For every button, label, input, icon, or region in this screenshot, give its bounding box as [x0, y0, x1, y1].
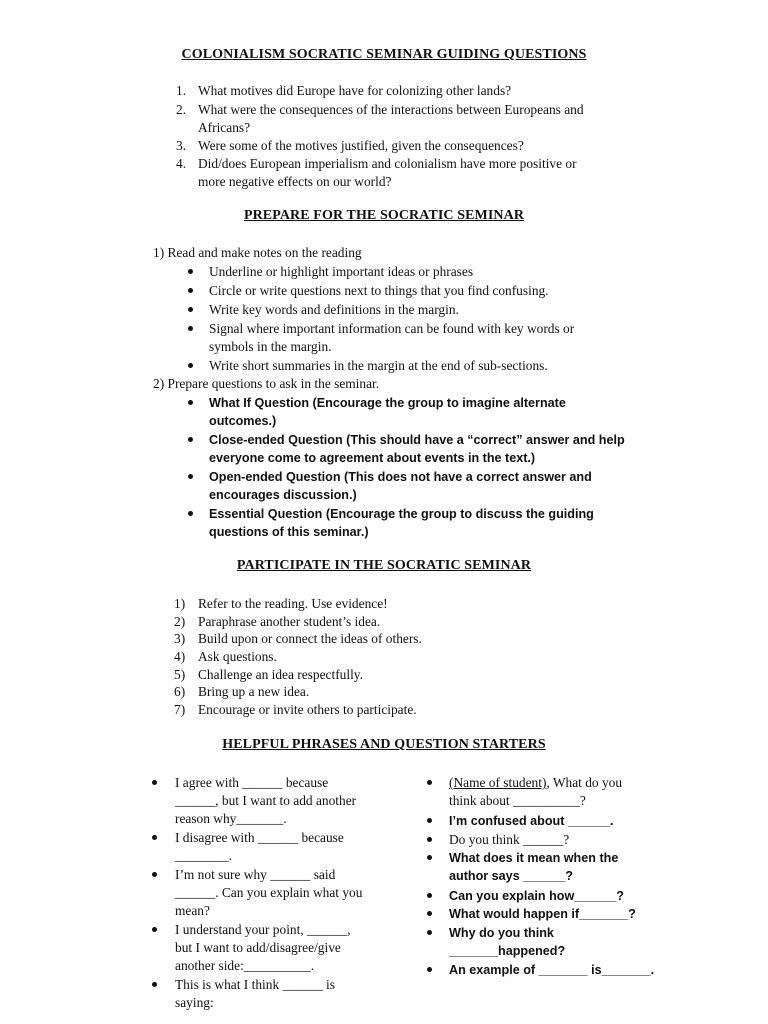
list-item: Challenge an idea respectfully.: [198, 667, 363, 682]
list-item-continuation: symbols in the margin.: [209, 339, 332, 354]
list-item: Write key words and definitions in the margin.: [209, 302, 459, 317]
heading-prepare: PREPARE FOR THE SOCRATIC SEMINAR: [243, 208, 525, 223]
prepare-step-1: 1) Read and make notes on the reading: [153, 245, 362, 260]
phrase-item: I disagree with ______ because: [175, 830, 344, 845]
phrase-item: An example of _______ is_______.: [449, 963, 655, 977]
phrase-item-continuation: ________.: [175, 848, 232, 863]
bullet-icon: [427, 818, 432, 823]
bullet-icon: [427, 837, 432, 842]
bullet-icon: [427, 855, 432, 860]
bullet-icon: [152, 780, 157, 785]
list-item-continuation: everyone come to agreement about events in the text.): [209, 451, 536, 465]
list-item-continuation: questions of this seminar.): [209, 525, 369, 539]
phrase-item: I understand your point, ______,: [175, 922, 351, 937]
bullet-icon: [188, 474, 193, 479]
bullet-icon: [188, 363, 193, 368]
bullet-icon: [152, 872, 157, 877]
list-item: What were the consequences of the interactions between Europeans and: [198, 102, 584, 117]
list-item: Were some of the motives justified, given the consequences?: [198, 138, 524, 153]
list-item-continuation: encourages discussion.): [209, 488, 357, 502]
list-item-number: 3): [174, 631, 186, 646]
heading-guiding-questions: COLONIALISM SOCRATIC SEMINAR GUIDING QUESTIONS: [181, 47, 587, 62]
list-item-continuation: more negative effects on our world?: [198, 174, 392, 189]
phrase-item: Why do you think: [449, 926, 554, 940]
bullet-icon: [427, 780, 432, 785]
phrase-item-continuation: but I want to add/disagree/give: [175, 940, 341, 955]
phrase-item: Do you think ______?: [449, 832, 570, 847]
phrase-text: , What do you: [546, 775, 623, 790]
phrase-item-continuation: _______happened?: [449, 944, 566, 958]
bullet-icon: [188, 288, 193, 293]
bullet-icon: [188, 400, 193, 405]
list-item-number: 7): [174, 702, 186, 717]
list-item: What If Question (Encourage the group to imagine alternate: [209, 396, 566, 410]
list-item: Refer to the reading. Use evidence!: [198, 596, 388, 611]
list-item-continuation: outcomes.): [209, 414, 277, 428]
bullet-icon: [188, 307, 193, 312]
list-item: Essential Question (Encourage the group to discuss the guiding: [209, 507, 594, 521]
list-item-continuation: Africans?: [198, 120, 251, 135]
bullet-icon: [188, 326, 193, 331]
phrase-item-continuation: mean?: [175, 903, 210, 918]
list-item: Paraphrase another student’s idea.: [198, 614, 381, 629]
phrase-item-continuation: think about __________?: [449, 793, 586, 808]
list-item: Write short summaries in the margin at the end of sub-sections.: [209, 358, 548, 373]
list-item: Did/does European imperialism and colonialism have more positive or: [198, 156, 577, 171]
list-item-number: 3.: [176, 138, 187, 153]
bullet-icon: [152, 982, 157, 987]
phrase-item-continuation: ______. Can you explain what you: [175, 885, 363, 900]
bullet-icon: [427, 911, 432, 916]
list-item-number: 6): [174, 684, 186, 699]
list-item-number: 1.: [176, 83, 187, 98]
list-item-number: 1): [174, 596, 186, 611]
list-item: Open-ended Question (This does not have a correct answer and: [209, 470, 592, 484]
phrase-item-continuation: reason why_______.: [175, 811, 287, 826]
list-item-number: 5): [174, 667, 186, 682]
list-item: Underline or highlight important ideas or phrases: [209, 264, 474, 279]
phrase-item: Can you explain how______?: [449, 889, 624, 903]
list-item: Encourage or invite others to participate.: [198, 702, 417, 717]
bullet-icon: [188, 269, 193, 274]
list-item: Circle or write questions next to things that you find confusing.: [209, 283, 549, 298]
list-item: Build upon or connect the ideas of others.: [198, 631, 422, 646]
bullet-icon: [152, 927, 157, 932]
heading-participate: PARTICIPATE IN THE SOCRATIC SEMINAR: [236, 558, 532, 573]
list-item: Close-ended Question (This should have a “correct” answer and help: [209, 433, 625, 447]
bullet-icon: [152, 835, 157, 840]
phrase-item-continuation: saying:: [175, 995, 214, 1010]
bullet-icon: [188, 437, 193, 442]
phrase-item: I’m not sure why ______ said: [175, 867, 336, 882]
bullet-icon: [427, 893, 432, 898]
list-item: What motives did Europe have for colonizing other lands?: [198, 83, 512, 98]
phrase-item-continuation: another side:__________.: [175, 958, 315, 973]
list-item-number: 4): [174, 649, 186, 664]
phrase-item-continuation: author says ______?: [449, 869, 573, 883]
list-item-number: 2.: [176, 102, 187, 117]
phrase-item: What would happen if_______?: [449, 907, 636, 921]
phrase-item-continuation: ______, but I want to add another: [175, 793, 357, 808]
phrase-item: I agree with ______ because: [175, 775, 329, 790]
list-item-number: 4.: [176, 156, 187, 171]
bullet-icon: [188, 511, 193, 516]
phrase-item: What does it mean when the: [449, 851, 619, 865]
prepare-step-2: 2) Prepare questions to ask in the seminar.: [153, 376, 380, 391]
phrase-item: This is what I think ______ is: [175, 977, 335, 992]
list-item: Ask questions.: [198, 649, 277, 664]
phrase-item: I’m confused about ______.: [449, 814, 614, 828]
list-item: Bring up a new idea.: [198, 684, 310, 699]
phrase-item: [449, 774, 622, 792]
heading-helpful-phrases: HELPFUL PHRASES AND QUESTION STARTERS: [222, 737, 546, 752]
name-of-student-label: (Name of student): [449, 775, 547, 790]
bullet-icon: [427, 930, 432, 935]
list-item-number: 2): [174, 614, 186, 629]
bullet-icon: [427, 967, 432, 972]
list-item: Signal where important information can be found with key words or: [209, 321, 575, 336]
